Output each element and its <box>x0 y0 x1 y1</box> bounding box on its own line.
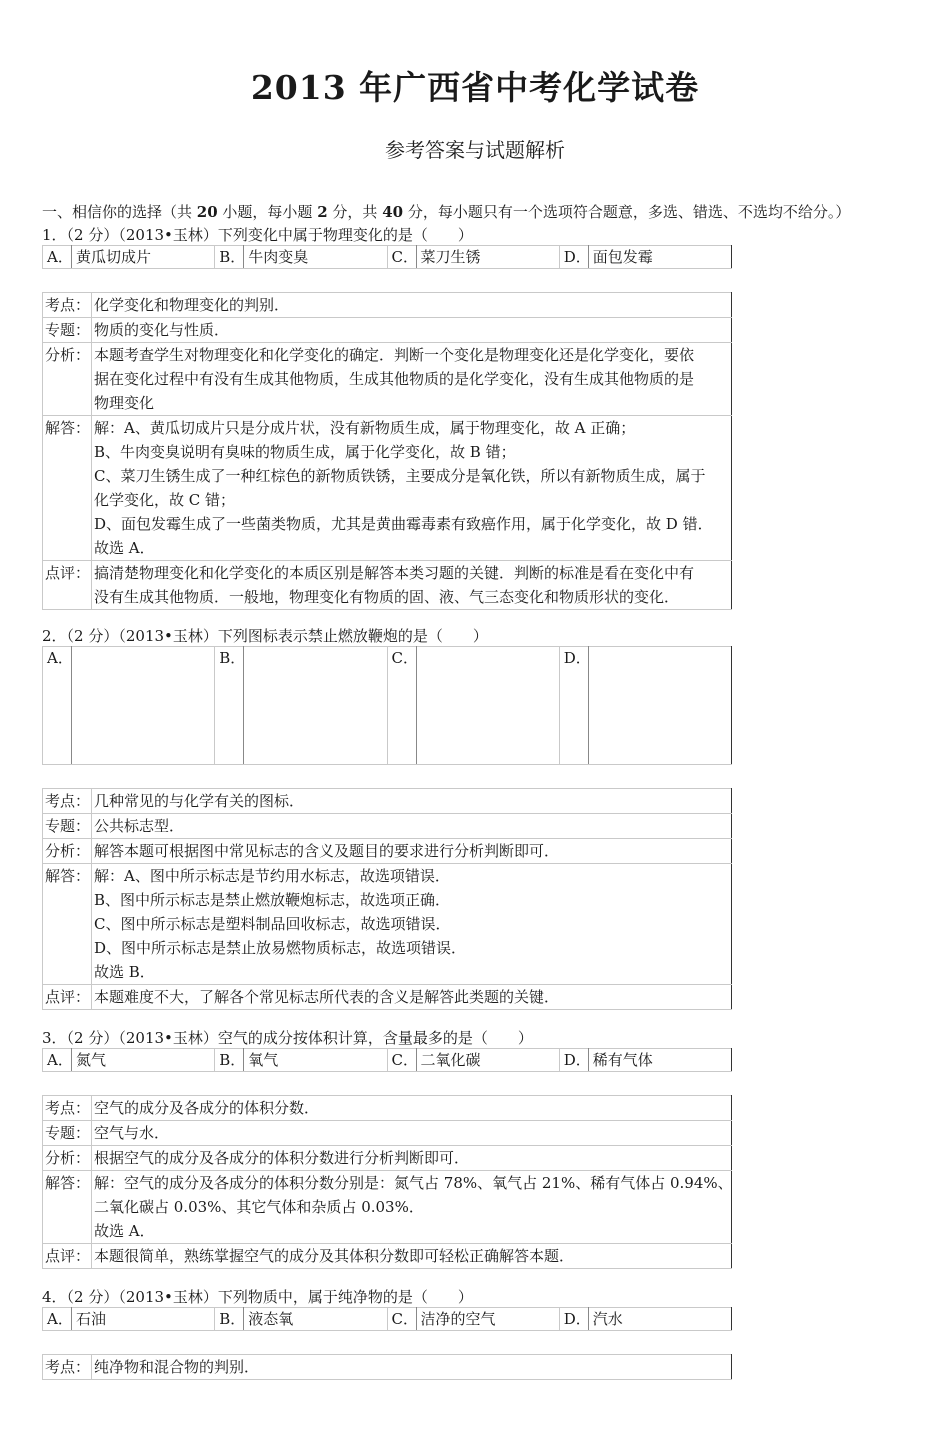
kaodian-text: 纯净物和混合物的判别． <box>92 1355 732 1380</box>
fenxi-row <box>43 839 732 864</box>
text-line: 故选 A． <box>94 1222 155 1240</box>
zhuanti-row <box>43 1121 732 1146</box>
kaodian-row <box>43 1096 732 1121</box>
fenxi-text <box>92 1146 732 1171</box>
question-4-options <box>42 1307 732 1331</box>
zhuanti-label: 专题： <box>43 318 92 343</box>
option-c-label: C． <box>387 1049 416 1072</box>
option-c-label: C． <box>387 647 416 765</box>
option-b-text: 牛肉变臭 <box>244 246 387 269</box>
kaodian-label: 考点： <box>43 293 92 318</box>
dianping-text <box>92 561 732 610</box>
zhuanti-text: 公共标志型． <box>92 814 732 839</box>
kaodian-row <box>43 293 732 318</box>
kaodian-label: 考点： <box>43 789 92 814</box>
kaodian-text: 几种常见的与化学有关的图标． <box>92 789 732 814</box>
text-line: 二氧化碳占 0.03%、其它气体和杂质占 0.03%． <box>94 1198 424 1216</box>
jieda-label: 解答： <box>43 1171 92 1244</box>
option-c-label: C． <box>387 1308 416 1331</box>
dianping-text <box>92 985 732 1010</box>
option-c-image <box>416 647 559 765</box>
text-line: 解：A、图中所示标志是节约用水标志，故选项错误． <box>94 867 450 885</box>
zhuanti-row <box>43 318 732 343</box>
option-b-image <box>244 647 387 765</box>
text-line: 物理变化 <box>94 394 155 412</box>
option-d-label: D． <box>559 647 588 765</box>
text-line: 搞清楚物理变化和化学变化的本质区别是解答本类习题的关键．判断的标准是看在变化中有 <box>94 564 695 582</box>
question-4-title: 4．（2 分）（2013•玉林）下列物质中，属于纯净物的是（ ） <box>42 1288 473 1306</box>
dianping-label: 点评： <box>43 985 92 1010</box>
option-d-label: D． <box>559 1308 588 1331</box>
option-d-text: 面包发霉 <box>588 246 731 269</box>
text-line: C、图中所示标志是塑料制品回收标志，故选项错误． <box>94 915 451 933</box>
option-a-label: A． <box>43 1049 72 1072</box>
fenxi-text <box>92 343 732 416</box>
option-a-text: 黄瓜切成片 <box>72 246 215 269</box>
zhuanti-label: 专题： <box>43 814 92 839</box>
option-d-text: 稀有气体 <box>588 1049 731 1072</box>
fenxi-label: 分析： <box>43 1146 92 1171</box>
dianping-row <box>43 561 732 610</box>
option-a-text: 石油 <box>72 1308 215 1331</box>
fenxi-row <box>43 1146 732 1171</box>
jieda-row <box>43 416 732 561</box>
text-line: 解：空气的成分及各成分的体积分数分别是：氮气占 78%、氧气占 21%、稀有气体占 0.94%、 <box>94 1174 733 1192</box>
option-a-image <box>72 647 215 765</box>
option-a-label: A． <box>43 246 72 269</box>
kaodian-row <box>43 789 732 814</box>
section-heading: 一、相信你的选择（共 20 小题，每小题 2 分，共 40 分，每小题只有一个选项符合题意，多选、错选、不选均不给分。） <box>42 203 851 221</box>
dianping-label: 点评： <box>43 1244 92 1269</box>
option-a-label: A． <box>43 1308 72 1331</box>
text-line: 故选 B． <box>94 963 155 981</box>
text-line: D、图中所示标志是禁止放易燃物质标志，故选项错误． <box>94 939 467 957</box>
text-line: B、图中所示标志是禁止燃放鞭炮标志，故选项正确． <box>94 891 451 909</box>
text-line: 没有生成其他物质．一般地，物理变化有物质的固、液、气三态变化和物质形状的变化． <box>94 588 680 606</box>
text-line: 本题考查学生对物理变化和化学变化的确定．判断一个变化是物理变化还是化学变化，要依 <box>94 346 695 364</box>
zhuanti-text: 物质的变化与性质． <box>92 318 732 343</box>
question-1-analysis <box>42 292 732 610</box>
jieda-row <box>43 864 732 985</box>
exam-title: 2013 年广西省中考化学试卷 <box>250 68 700 107</box>
option-b-label: B． <box>215 647 244 765</box>
option-c-label: C． <box>387 246 416 269</box>
dianping-text <box>92 1244 732 1269</box>
exam-subtitle: 参考答案与试题解析 <box>385 138 565 162</box>
jieda-label: 解答： <box>43 864 92 985</box>
option-c-text: 洁净的空气 <box>416 1308 559 1331</box>
option-a-label: A． <box>43 647 72 765</box>
zhuanti-label: 专题： <box>43 1121 92 1146</box>
text-line: 故选 A． <box>94 539 155 557</box>
fenxi-text <box>92 839 732 864</box>
question-2-options <box>42 646 732 765</box>
kaodian-text: 化学变化和物理变化的判别． <box>92 293 732 318</box>
text-line: 化学变化，故 C 错； <box>94 491 236 509</box>
jieda-text <box>92 1171 732 1244</box>
option-d-text: 汽水 <box>588 1308 731 1331</box>
text-line: D、面包发霉生成了一些菌类物质，尤其是黄曲霉毒素有致癌作用，属于化学变化，故 D 错． <box>94 515 713 533</box>
option-b-label: B． <box>215 1308 244 1331</box>
dianping-row <box>43 1244 732 1269</box>
question-4-analysis <box>42 1354 732 1380</box>
fenxi-row <box>43 343 732 416</box>
option-c-text: 菜刀生锈 <box>416 246 559 269</box>
question-2-analysis <box>42 788 732 1010</box>
jieda-text <box>92 416 732 561</box>
option-b-label: B． <box>215 246 244 269</box>
option-d-image <box>588 647 731 765</box>
question-2-title: 2．（2 分）（2013•玉林）下列图标表示禁止燃放鞭炮的是（ ） <box>42 627 488 645</box>
dianping-row <box>43 985 732 1010</box>
option-a-text: 氮气 <box>72 1049 215 1072</box>
text-line: 本题很简单，熟练掌握空气的成分及其体积分数即可轻松正确解答本题． <box>94 1247 575 1265</box>
text-line: C、菜刀生锈生成了一种红棕色的新物质铁锈，主要成分是氧化铁，所以有新物质生成，属于 <box>94 467 706 485</box>
jieda-row <box>43 1171 732 1244</box>
dianping-label: 点评： <box>43 561 92 610</box>
text-line: 解答本题可根据图中常见标志的含义及题目的要求进行分析判断即可． <box>94 842 560 860</box>
text-line: 解：A、黄瓜切成片只是分成片状，没有新物质生成，属于物理变化，故 A 正确； <box>94 419 636 437</box>
kaodian-row <box>43 1355 732 1380</box>
option-b-text: 氧气 <box>244 1049 387 1072</box>
kaodian-label: 考点： <box>43 1355 92 1380</box>
kaodian-text: 空气的成分及各成分的体积分数． <box>92 1096 732 1121</box>
option-d-label: D． <box>559 1049 588 1072</box>
jieda-text <box>92 864 732 985</box>
fenxi-label: 分析： <box>43 839 92 864</box>
question-1-options <box>42 245 732 269</box>
kaodian-label: 考点： <box>43 1096 92 1121</box>
option-c-text: 二氧化碳 <box>416 1049 559 1072</box>
text-line: 据在变化过程中有没有生成其他物质，生成其他物质的是化学变化，没有生成其他物质的是 <box>94 370 695 388</box>
text-line: 根据空气的成分及各成分的体积分数进行分析判断即可． <box>94 1149 470 1167</box>
zhuanti-text: 空气与水． <box>92 1121 732 1146</box>
jieda-label: 解答： <box>43 416 92 561</box>
option-b-label: B． <box>215 1049 244 1072</box>
question-1-title: 1．（2 分）（2013•玉林）下列变化中属于物理变化的是（ ） <box>42 226 473 244</box>
text-line: 本题难度不大，了解各个常见标志所代表的含义是解答此类题的关键． <box>94 988 560 1006</box>
question-3-analysis <box>42 1095 732 1269</box>
option-b-text: 液态氧 <box>244 1308 387 1331</box>
option-d-label: D． <box>559 246 588 269</box>
question-3-title: 3．（2 分）（2013•玉林）空气的成分按体积计算，含量最多的是（ ） <box>42 1029 533 1047</box>
question-3-options <box>42 1048 732 1072</box>
zhuanti-row <box>43 814 732 839</box>
text-line: B、牛肉变臭说明有臭味的物质生成，属于化学变化，故 B 错； <box>94 443 516 461</box>
fenxi-label: 分析： <box>43 343 92 416</box>
